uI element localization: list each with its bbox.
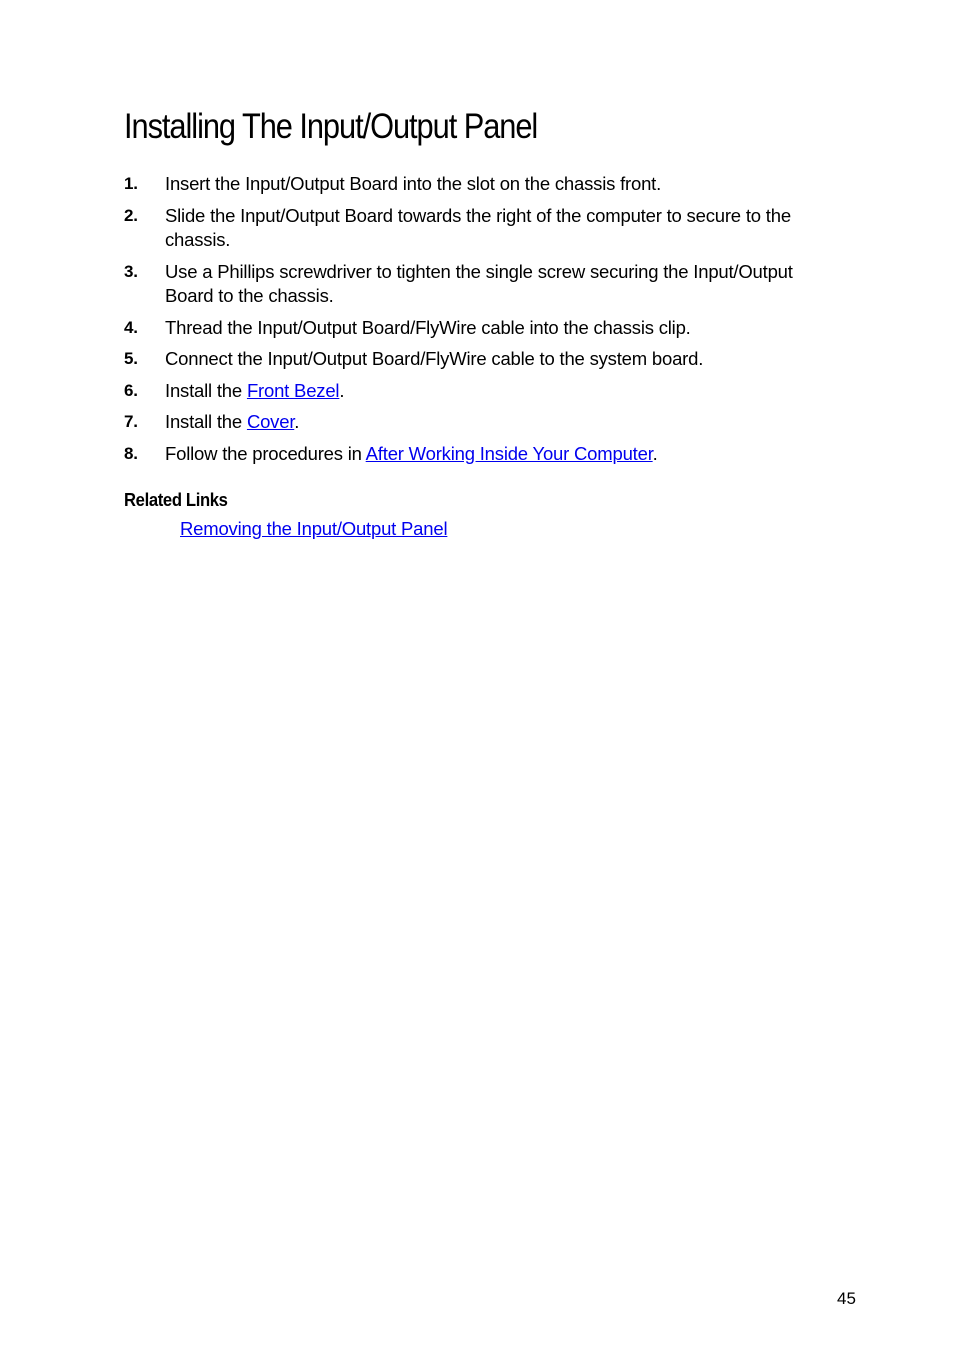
step-item <box>124 410 844 435</box>
step-number: 6. <box>124 380 138 400</box>
related-links-heading: Related Links <box>124 489 228 510</box>
step-text-content: Slide the Input/Output Board towards the right of the computer to secure to the chassis. <box>165 204 791 250</box>
step-item <box>124 379 844 404</box>
step-number: 8. <box>124 443 138 463</box>
step-text-content: Thread the Input/Output Board/FlyWire cable into the chassis clip. <box>165 316 691 338</box>
step-text-content: Use a Phillips screwdriver to tighten the single screw securing the Input/Output Board to the chassis. <box>165 260 793 306</box>
step-text <box>165 316 844 341</box>
step-text <box>165 204 844 253</box>
step-text-suffix: . <box>652 442 658 464</box>
step-text <box>165 442 844 467</box>
step-text <box>165 260 844 309</box>
step-item <box>124 316 844 341</box>
step-item <box>124 260 844 309</box>
step-item <box>124 204 844 253</box>
step-text <box>165 410 844 435</box>
step-text-content: Install the <box>165 379 247 401</box>
step-number: 4. <box>124 317 138 337</box>
after-working-inside-link[interactable]: After Working Inside Your Computer <box>365 442 653 464</box>
step-item <box>124 442 844 467</box>
step-text-content: Follow the procedures in <box>165 442 366 464</box>
step-number: 2. <box>124 205 138 225</box>
step-text <box>165 172 844 197</box>
step-text-suffix: . <box>294 411 300 432</box>
cover-link[interactable]: Cover <box>246 411 295 432</box>
page-title: Installing The Input/Output Panel <box>124 107 538 146</box>
removing-io-panel-link[interactable]: Removing the Input/Output Panel <box>180 518 448 539</box>
step-text-content: Install the <box>165 411 247 432</box>
step-text-content: Connect the Input/Output Board/FlyWire cable to the system board. <box>165 348 704 369</box>
step-number: 1. <box>124 174 138 193</box>
step-item <box>124 172 844 197</box>
step-item <box>124 347 844 372</box>
page-number: 45 <box>837 1289 856 1308</box>
step-number: 5. <box>124 349 138 368</box>
step-number: 7. <box>124 412 138 431</box>
step-text <box>165 379 844 404</box>
step-number: 3. <box>124 261 138 281</box>
step-text <box>165 347 844 372</box>
steps-list <box>124 172 844 473</box>
step-text-content: Insert the Input/Output Board into the slot on the chassis front. <box>165 173 662 194</box>
step-text-suffix: . <box>339 379 345 401</box>
front-bezel-link[interactable]: Front Bezel <box>246 379 340 401</box>
